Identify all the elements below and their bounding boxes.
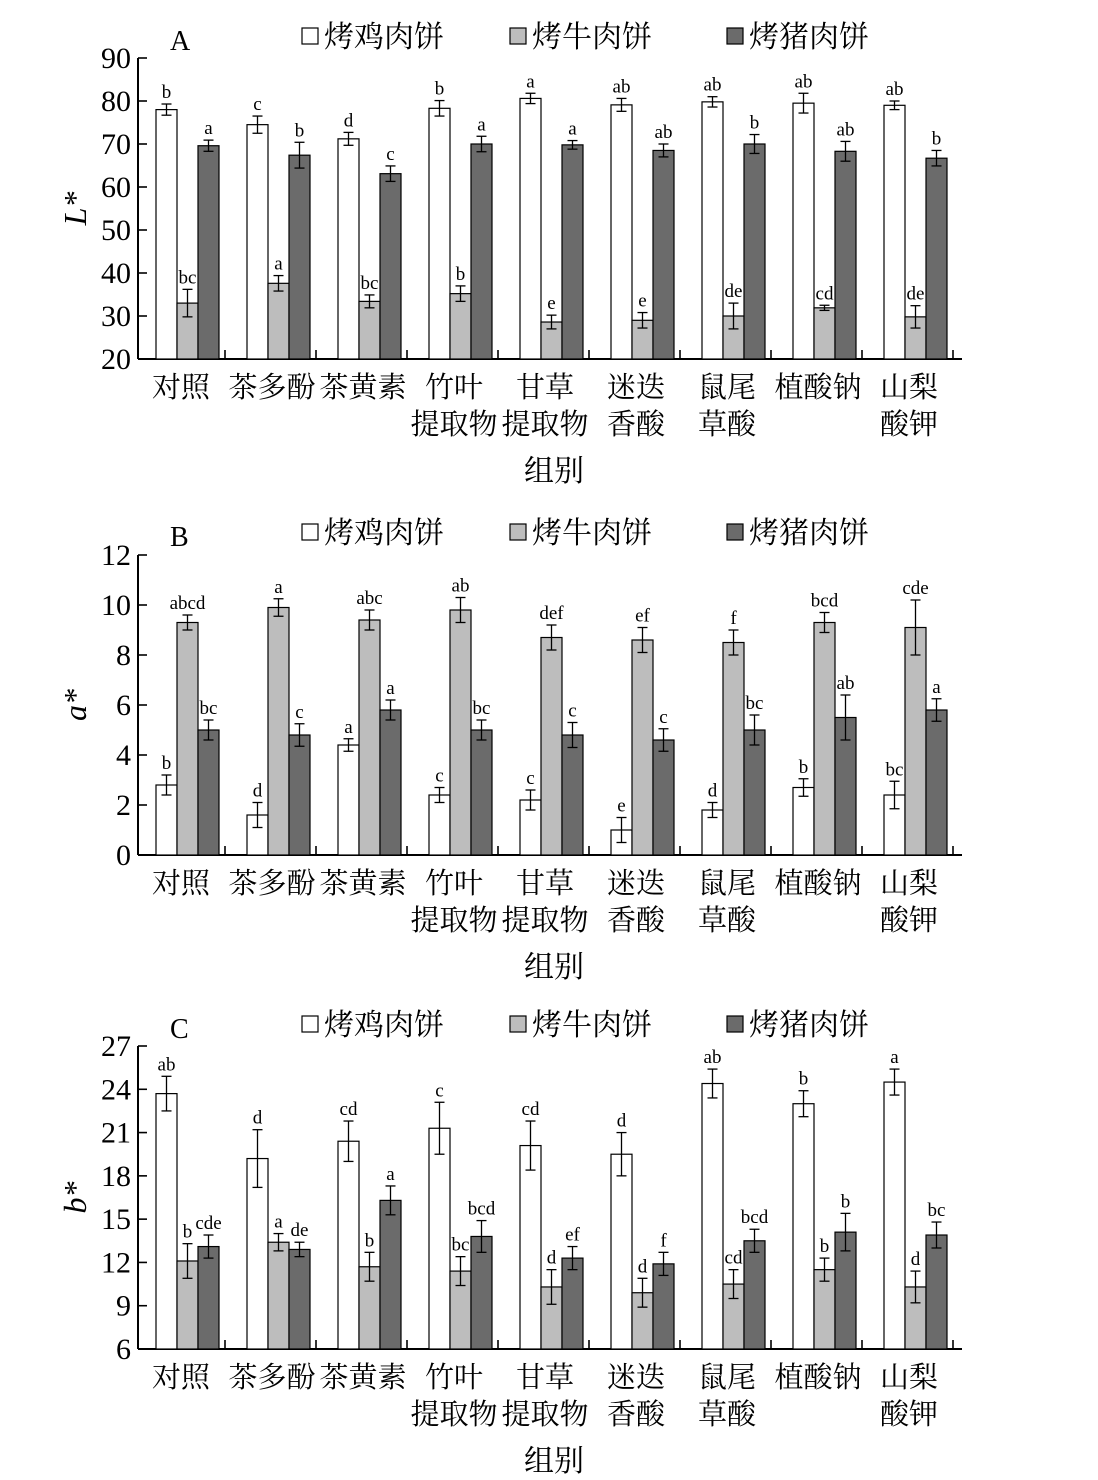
x-tick-label: 植酸钠 — [774, 1360, 862, 1394]
bar-pork — [926, 710, 947, 855]
bar-chicken — [429, 795, 450, 855]
significance-label: ef — [635, 605, 650, 627]
significance-label: a — [477, 114, 486, 136]
significance-label: b — [798, 756, 809, 778]
bar-pork — [198, 730, 219, 855]
bar-pork — [744, 1241, 765, 1349]
y-tick-label: 90 — [101, 42, 131, 75]
bar-pork — [471, 730, 492, 855]
legend-item-pork-label: 烤猪肉饼 — [749, 20, 869, 55]
bar-chicken — [884, 1082, 905, 1349]
bar-beef — [268, 608, 289, 856]
significance-label: c — [253, 94, 262, 116]
x-tick-label: 甘草 — [515, 370, 575, 404]
bar-pork — [835, 151, 856, 359]
significance-label: bcd — [467, 1198, 496, 1220]
bar-pork — [198, 146, 219, 359]
significance-label: de — [906, 283, 925, 305]
x-tick-label: 植酸钠 — [774, 370, 862, 404]
significance-label: c — [659, 706, 668, 728]
x-tick-label: 迷迭 — [606, 370, 666, 404]
legend-item-pork-swatch — [727, 28, 743, 44]
significance-label: d — [616, 1110, 627, 1132]
significance-label: cd — [339, 1099, 358, 1121]
y-tick-label: 20 — [101, 343, 131, 376]
bar-beef — [632, 640, 653, 855]
legend-item-pork-swatch — [727, 1016, 743, 1032]
bar-beef — [905, 628, 926, 856]
bar-beef — [268, 283, 289, 359]
significance-label: cde — [902, 578, 929, 599]
significance-label: bc — [885, 759, 904, 781]
significance-label: abc — [356, 588, 383, 609]
significance-label: b — [455, 263, 466, 285]
significance-label: d — [343, 110, 354, 132]
bar-chicken — [702, 1084, 723, 1349]
y-axis-label: b* — [57, 1181, 93, 1214]
y-tick-label: 50 — [101, 214, 131, 247]
significance-label: b — [182, 1221, 193, 1243]
x-tick-label: 提取物 — [501, 903, 589, 937]
legend-item-beef-label: 烤牛肉饼 — [532, 1008, 652, 1043]
x-tick-label: 对照 — [151, 1360, 211, 1394]
significance-label: cd — [815, 283, 834, 305]
significance-label: b — [819, 1236, 830, 1258]
bar-chicken — [520, 1146, 541, 1349]
bar-pork — [926, 158, 947, 359]
bar-chicken — [611, 1154, 632, 1349]
bar-beef — [723, 643, 744, 856]
significance-label: c — [435, 765, 444, 787]
bar-pork — [289, 155, 310, 359]
y-tick-label: 6 — [116, 689, 131, 722]
significance-label: c — [526, 768, 535, 789]
bar-chicken — [520, 98, 541, 359]
x-axis-label: 组别 — [524, 454, 584, 489]
bar-beef — [450, 610, 471, 855]
x-tick-label: 茶多酚 — [228, 1360, 316, 1394]
y-tick-label: 21 — [101, 1116, 131, 1150]
x-tick-label: 草酸 — [697, 903, 757, 937]
significance-label: b — [840, 1191, 851, 1213]
significance-label: cd — [521, 1099, 540, 1121]
x-axis-label: 组别 — [524, 950, 584, 985]
legend-item-chicken-label: 烤鸡肉饼 — [324, 20, 444, 55]
bar-pork — [289, 735, 310, 855]
significance-label: b — [749, 112, 760, 134]
significance-label: ab — [794, 71, 813, 93]
significance-label: e — [638, 290, 647, 312]
y-tick-label: 27 — [101, 1030, 131, 1063]
bar-chicken — [884, 105, 905, 359]
significance-label: a — [526, 71, 535, 93]
significance-label: a — [568, 118, 577, 140]
y-axis-label: a* — [57, 689, 93, 721]
bar-beef — [359, 301, 380, 359]
x-tick-label: 竹叶 — [424, 866, 484, 900]
bar-pork — [562, 735, 583, 855]
significance-label: f — [660, 1230, 667, 1252]
bar-chicken — [338, 1141, 359, 1349]
significance-label: a — [344, 716, 353, 738]
y-tick-label: 12 — [101, 539, 131, 572]
significance-label: c — [386, 143, 395, 165]
x-tick-label: 茶多酚 — [228, 866, 316, 900]
y-tick-label: 18 — [101, 1159, 131, 1193]
significance-label: cd — [724, 1247, 743, 1269]
bar-beef — [177, 623, 198, 856]
y-tick-label: 12 — [101, 1246, 131, 1280]
bar-chicken — [793, 1104, 814, 1349]
x-tick-label: 酸钾 — [879, 407, 939, 441]
significance-label: abcd — [169, 593, 206, 614]
x-tick-label: 提取物 — [410, 1397, 498, 1431]
significance-label: a — [890, 1047, 899, 1069]
y-axis-label: L* — [57, 191, 93, 226]
significance-label: a — [274, 1211, 283, 1233]
x-tick-label: 对照 — [151, 866, 211, 900]
bar-pork — [471, 1236, 492, 1349]
x-tick-label: 山梨 — [879, 370, 939, 404]
y-tick-label: 0 — [116, 839, 131, 872]
x-tick-label: 鼠尾 — [697, 370, 757, 404]
x-tick-label: 对照 — [151, 370, 211, 404]
significance-label: bc — [472, 698, 491, 719]
significance-label: d — [252, 780, 263, 802]
chart-panel-A — [57, 20, 962, 489]
bar-pork — [380, 710, 401, 855]
legend-item-beef-swatch — [510, 524, 526, 540]
x-tick-label: 甘草 — [515, 866, 575, 900]
significance-label: ab — [654, 122, 673, 143]
panel-label: C — [170, 1014, 189, 1045]
significance-label: b — [161, 82, 172, 104]
significance-label: b — [161, 753, 172, 774]
x-tick-label: 迷迭 — [606, 1360, 666, 1394]
legend-item-chicken-swatch — [302, 1016, 318, 1032]
x-tick-label: 山梨 — [879, 866, 939, 900]
y-tick-label: 4 — [116, 739, 131, 772]
legend-item-chicken-label: 烤鸡肉饼 — [324, 1008, 444, 1043]
y-tick-label: 24 — [101, 1073, 131, 1107]
bar-chicken — [338, 745, 359, 855]
x-tick-label: 鼠尾 — [697, 1360, 757, 1394]
significance-label: e — [617, 795, 626, 817]
y-tick-label: 60 — [101, 171, 131, 204]
bar-chicken — [702, 102, 723, 359]
x-tick-label: 迷迭 — [606, 866, 666, 900]
y-tick-label: 9 — [116, 1289, 131, 1323]
x-tick-label: 提取物 — [501, 407, 589, 441]
legend-item-pork-label: 烤猪肉饼 — [749, 1008, 869, 1043]
bar-chicken — [429, 1128, 450, 1349]
y-tick-label: 80 — [101, 85, 131, 118]
significance-label: bc — [178, 267, 197, 289]
x-tick-label: 草酸 — [697, 407, 757, 441]
bar-pork — [653, 150, 674, 359]
x-tick-label: 茶黄素 — [319, 1360, 407, 1394]
y-tick-label: 30 — [101, 300, 131, 333]
legend-item-chicken-swatch — [302, 28, 318, 44]
bar-pork — [744, 730, 765, 855]
bar-beef — [268, 1242, 289, 1349]
bar-pork — [653, 1264, 674, 1349]
x-tick-label: 草酸 — [697, 1397, 757, 1431]
y-tick-label: 40 — [101, 257, 131, 290]
significance-label: b — [294, 120, 305, 142]
legend-item-pork-label: 烤猪肉饼 — [749, 516, 869, 551]
significance-label: ab — [703, 1047, 722, 1069]
significance-label: b — [434, 78, 445, 100]
significance-label: d — [707, 780, 718, 802]
bar-beef — [814, 308, 835, 359]
bar-pork — [289, 1249, 310, 1349]
bar-chicken — [793, 788, 814, 856]
significance-label: a — [386, 678, 395, 699]
x-tick-label: 香酸 — [606, 1397, 666, 1431]
significance-label: bcd — [740, 1207, 769, 1229]
bar-pork — [562, 1258, 583, 1349]
significance-label: d — [910, 1249, 921, 1271]
bar-chicken — [429, 108, 450, 359]
significance-label: ab — [885, 79, 904, 100]
bar-beef — [541, 638, 562, 856]
significance-label: b — [931, 128, 942, 150]
significance-label: ab — [836, 119, 855, 141]
x-tick-label: 酸钾 — [879, 903, 939, 937]
bar-chicken — [247, 125, 268, 359]
legend-item-chicken-label: 烤鸡肉饼 — [324, 516, 444, 551]
x-tick-label: 竹叶 — [424, 1360, 484, 1394]
significance-label: bc — [927, 1200, 946, 1222]
x-tick-label: 竹叶 — [424, 370, 484, 404]
significance-label: ab — [612, 76, 631, 98]
y-tick-label: 15 — [101, 1203, 131, 1237]
significance-label: bc — [451, 1234, 470, 1256]
significance-label: c — [568, 700, 577, 722]
x-tick-label: 甘草 — [515, 1360, 575, 1394]
legend-item-beef-swatch — [510, 28, 526, 44]
significance-label: ef — [565, 1224, 580, 1246]
x-tick-label: 香酸 — [606, 903, 666, 937]
bar-pork — [380, 1200, 401, 1349]
bar-pork — [926, 1235, 947, 1349]
x-tick-label: 酸钾 — [879, 1397, 939, 1431]
panel-label: A — [170, 26, 191, 57]
y-tick-label: 2 — [116, 789, 131, 822]
bar-pork — [653, 740, 674, 855]
bar-chicken — [793, 103, 814, 359]
significance-label: def — [539, 603, 564, 624]
bar-chicken — [611, 105, 632, 359]
legend-item-pork-swatch — [727, 524, 743, 540]
significance-label: de — [724, 281, 743, 303]
significance-label: a — [274, 253, 283, 275]
x-tick-label: 山梨 — [879, 1360, 939, 1394]
significance-label: b — [798, 1068, 809, 1090]
significance-label: ab — [703, 74, 722, 96]
legend-item-beef-label: 烤牛肉饼 — [532, 20, 652, 55]
x-tick-label: 鼠尾 — [697, 866, 757, 900]
chart-panel-B — [57, 516, 962, 985]
x-axis-label: 组别 — [524, 1444, 584, 1479]
significance-label: c — [435, 1080, 444, 1102]
bar-pork — [471, 144, 492, 359]
bar-beef — [359, 620, 380, 855]
significance-label: f — [730, 608, 737, 629]
significance-label: bc — [199, 698, 218, 719]
significance-label: a — [204, 118, 213, 140]
y-tick-label: 70 — [101, 128, 131, 161]
significance-label: a — [386, 1163, 395, 1185]
bar-chicken — [156, 1094, 177, 1349]
bar-pork — [744, 144, 765, 359]
significance-label: a — [932, 676, 941, 698]
bar-pork — [562, 145, 583, 359]
x-tick-label: 香酸 — [606, 407, 666, 441]
significance-label: a — [274, 576, 283, 598]
significance-label: bcd — [810, 590, 839, 612]
legend-item-beef-label: 烤牛肉饼 — [532, 516, 652, 551]
x-tick-label: 植酸钠 — [774, 866, 862, 900]
x-tick-label: 茶多酚 — [228, 370, 316, 404]
significance-label: d — [546, 1247, 557, 1269]
significance-label: ab — [451, 575, 470, 597]
significance-label: d — [637, 1256, 648, 1278]
significance-label: ab — [157, 1054, 176, 1076]
x-tick-label: 茶黄素 — [319, 370, 407, 404]
bar-chicken — [156, 110, 177, 359]
significance-label: e — [547, 293, 556, 315]
significance-label: bc — [745, 693, 764, 714]
bar-pork — [198, 1247, 219, 1349]
significance-label: d — [252, 1107, 263, 1129]
bar-pork — [380, 174, 401, 359]
x-tick-label: 提取物 — [410, 903, 498, 937]
x-tick-label: 茶黄素 — [319, 866, 407, 900]
bar-beef — [814, 623, 835, 856]
significance-label: bc — [360, 272, 379, 294]
significance-label: de — [290, 1220, 309, 1242]
y-tick-label: 6 — [116, 1333, 131, 1366]
bar-chicken — [338, 139, 359, 359]
significance-label: b — [364, 1230, 375, 1252]
legend-item-beef-swatch — [510, 1016, 526, 1032]
y-tick-label: 10 — [101, 589, 131, 622]
x-tick-label: 提取物 — [501, 1397, 589, 1431]
significance-label: c — [295, 701, 304, 723]
panel-label: B — [170, 522, 189, 553]
x-tick-label: 提取物 — [410, 407, 498, 441]
bar-beef — [450, 294, 471, 359]
significance-label: cde — [195, 1213, 222, 1235]
legend-item-chicken-swatch — [302, 524, 318, 540]
chart-panel-C — [57, 1008, 962, 1479]
y-tick-label: 8 — [116, 639, 131, 672]
significance-label: ab — [836, 673, 855, 694]
